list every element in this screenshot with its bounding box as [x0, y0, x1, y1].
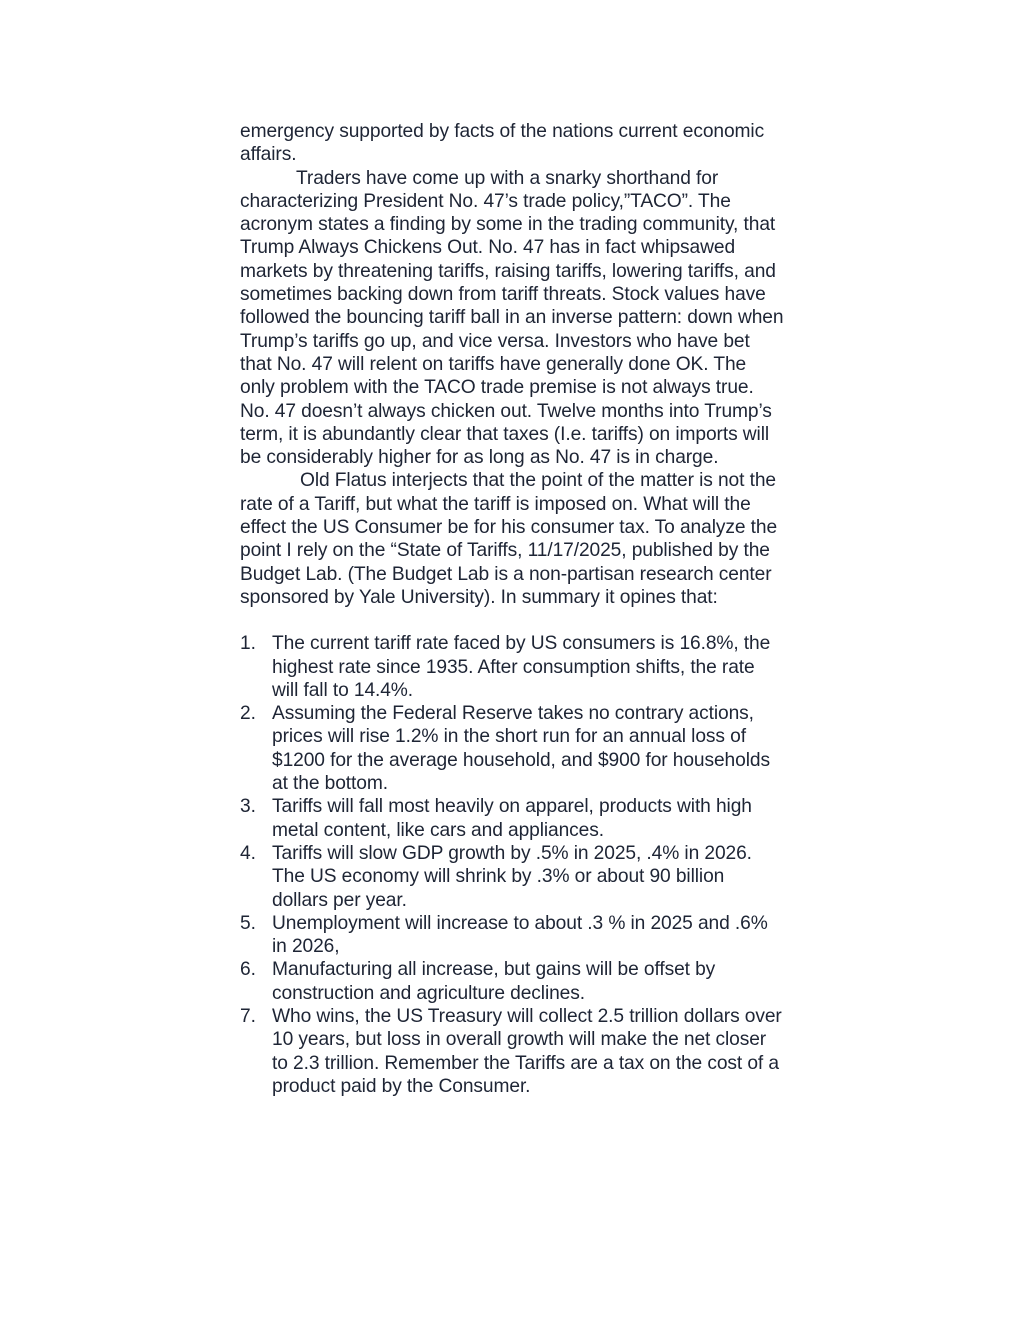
document-page: [240, 120, 785, 1098]
list-item-text: Who wins, the US Treasury will collect 2.5 trillion dollars over 10 years, but loss in overall growth will make the net closer to 2.3 trillion. Remember the Tariffs are a tax on the cost of a product paid by the Consumer.: [272, 1005, 782, 1097]
list-item: [240, 912, 785, 959]
list-item: [240, 842, 785, 912]
list-item: [240, 632, 785, 702]
list-item-text: Unemployment will increase to about .3 % in 2025 and .6% in 2026,: [272, 912, 768, 958]
list-item-number: 3.: [240, 796, 256, 818]
list-item-text: The current tariff rate faced by US consumers is 16.8%, the highest rate since 1935. After consumption shifts, the rate will fall to 14.4%.: [272, 633, 771, 701]
list-item-number: 4.: [240, 842, 256, 864]
list-item: [240, 1005, 785, 1098]
paragraph-gap: [240, 609, 785, 632]
list-item: [240, 958, 785, 1005]
list-item: [240, 795, 785, 842]
list-item-text: Tariffs will slow GDP growth by .5% in 2025, .4% in 2026. The US economy will shrink by .3% or about 90 billion dollars per year.: [272, 842, 752, 911]
list-item-number: 5.: [240, 912, 256, 934]
list-item: [240, 702, 785, 795]
list-item-text: Manufacturing all increase, but gains will be offset by construction and agriculture declines.: [272, 959, 716, 1004]
paragraph-taco: Traders have come up with a snarky shorthand for characterizing President No. 47’s trade policy,”TACO”. The acronym states a finding by some in the trading community, that Trump Always Chickens Out. No. 47 has in fact whipsawed markets by threatening tariffs, raising tariffs, lowering tariffs, and sometimes backing down from tariff threats. Stock values have followed the bouncing tariff ball in an inverse pattern: down when Trump’s tariffs go up, and vice versa. Investors who have bet that No. 47 will relent on tariffs have generally done OK. The only problem with the TACO trade premise is not always true. No. 47 doesn’t always chicken out. Twelve months into Trump’s term, it is abundantly clear that taxes (I.e. tariffs) on imports will be considerably higher for as long as No. 47 is in charge.: [240, 167, 784, 469]
list-item-number: 1.: [240, 633, 256, 655]
list-item-text: Tariffs will fall most heavily on apparel, products with high metal content, like cars and appliances.: [272, 796, 752, 841]
list-item-text: Assuming the Federal Reserve takes no contrary actions, prices will rise 1.2% in the short run for an annual loss of $1200 for the average household, and $900 for households at the bottom.: [272, 703, 770, 795]
opening-fragment: emergency supported by facts of the nations current economic affairs.: [240, 121, 765, 166]
paragraph-old-flatus: Old Flatus interjects that the point of the matter is not the rate of a Tariff, but what the tariff is imposed on. What will the effect the US Consumer be for his consumer tax. To analyze the point I rely on the “State of Tariffs, 11/17/2025, published by the Budget Lab. (The Budget Lab is a non-partisan research center sponsored by Yale University). In summary it opines that:: [240, 470, 778, 608]
list-item-number: 7.: [240, 1005, 256, 1027]
list-item-number: 6.: [240, 959, 256, 981]
list-item-number: 2.: [240, 703, 256, 725]
findings-list: [240, 632, 785, 1098]
